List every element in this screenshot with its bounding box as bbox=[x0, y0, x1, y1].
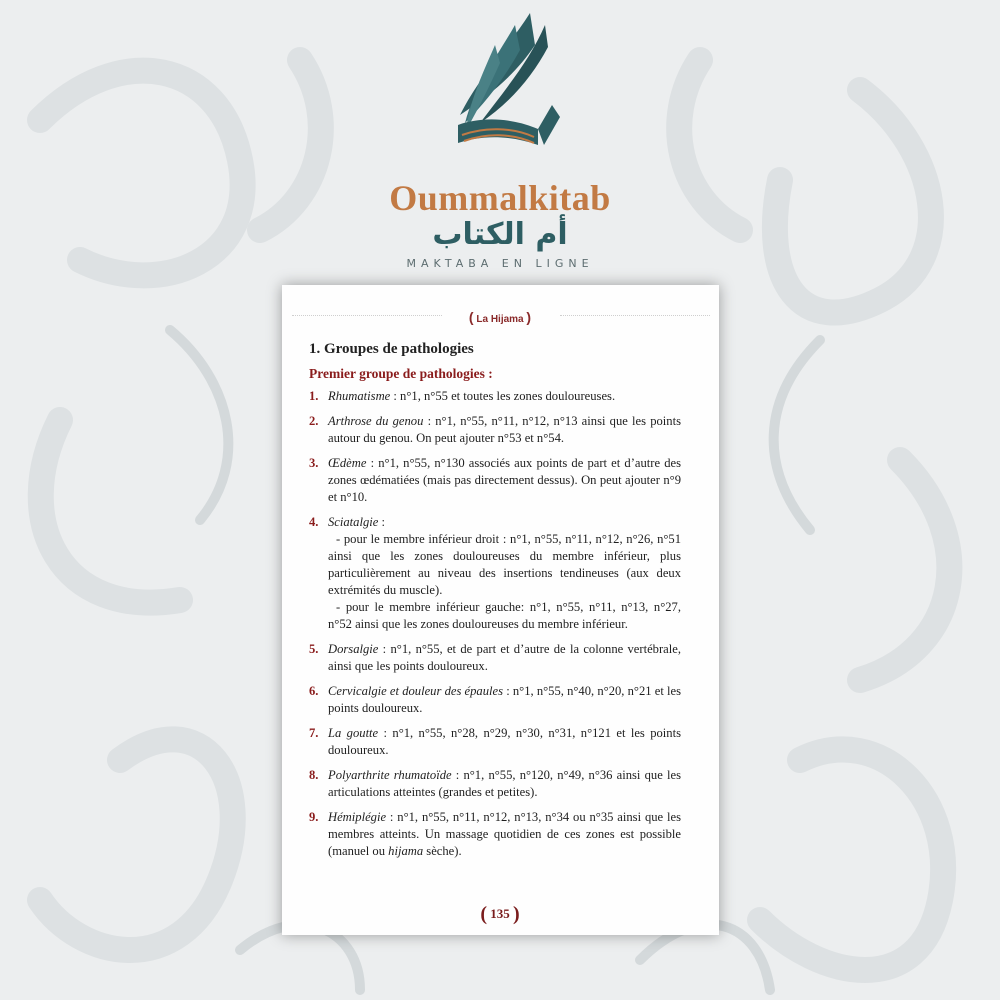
item-text: : bbox=[378, 515, 386, 529]
item-text-end: sèche). bbox=[423, 844, 462, 858]
brand-name-latin: Oummalkitab bbox=[389, 178, 611, 218]
list-item bbox=[309, 683, 681, 717]
item-number: 4. bbox=[309, 515, 319, 529]
header-rule-left bbox=[292, 315, 442, 317]
item-number: 8. bbox=[309, 768, 319, 782]
item-text: : n°1, n°55, n°130 associés aux points de part et d’autre des zones œdématiées (mais pas directement dessus). On peut ajouter n°9 et n°10. bbox=[328, 456, 681, 504]
page-number-value: 135 bbox=[490, 906, 510, 921]
item-text: : n°1, n°55, n°40, n°20, n°21 et les points douloureux. bbox=[328, 684, 681, 715]
list-item bbox=[309, 388, 681, 405]
item-text: : n°1, n°55, n°11, n°12, n°13 ainsi que les points autour du genou. On peut ajouter n°53 et n°54. bbox=[328, 414, 681, 445]
item-title: La goutte bbox=[328, 726, 379, 740]
pathology-list bbox=[309, 388, 681, 868]
item-number: 5. bbox=[309, 642, 319, 656]
list-item bbox=[309, 725, 681, 759]
sub-title: Premier groupe de pathologies : bbox=[309, 366, 493, 381]
running-header-label: La Hijama bbox=[476, 314, 524, 325]
item-number: 2. bbox=[309, 414, 319, 428]
book-page bbox=[282, 285, 719, 935]
item-number: 1. bbox=[309, 389, 319, 403]
item-text: : n°1, n°55, n°28, n°29, n°30, n°31, n°121 et les points douloureux. bbox=[328, 726, 681, 757]
item-number: 6. bbox=[309, 684, 319, 698]
item-text: : n°1, n°55, n°120, n°49, n°36 ainsi que les articulations atteintes (grandes et petites). bbox=[328, 768, 681, 799]
item-title: Dorsalgie bbox=[328, 642, 379, 656]
item-title: Sciatalgie bbox=[328, 515, 379, 529]
list-item bbox=[309, 514, 681, 633]
item-title: Cervicalgie et douleur des épaules bbox=[328, 684, 504, 698]
brand-name-arabic: أم الكتاب bbox=[432, 217, 568, 252]
running-header: ( La Hijama ) bbox=[468, 309, 532, 325]
page-number: ( 135 ) bbox=[480, 903, 520, 925]
item-title: Rhumatisme bbox=[328, 389, 391, 403]
item-text: : n°1, n°55, et de part et d’autre de la colonne vertébrale, ainsi que les points douloureux. bbox=[328, 642, 681, 673]
brand-subtitle: MAKTABA EN LIGNE bbox=[406, 257, 594, 270]
item-title: Polyarthrite rhumatoïde bbox=[328, 768, 452, 782]
item-text: : n°1, n°55 et toutes les zones douloureuses. bbox=[390, 389, 616, 403]
brand-logo bbox=[380, 5, 620, 275]
item-number: 9. bbox=[309, 810, 319, 824]
list-item bbox=[309, 455, 681, 506]
header-rule-right bbox=[560, 315, 710, 317]
section-title: 1. Groupes de pathologies bbox=[309, 341, 474, 357]
item-number: 7. bbox=[309, 726, 319, 740]
item-subparagraph: - pour le membre inférieur gauche: n°1, n°55, n°11, n°13, n°27, n°52 ainsi que les zones douloureuses du membre inférieur. bbox=[328, 600, 681, 631]
item-text: : n°1, n°55, n°11, n°12, n°13, n°34 ou n°35 ainsi que les membres atteints. Un massage quotidien de ces zones est possible (manuel ou bbox=[328, 810, 681, 858]
list-item bbox=[309, 809, 681, 860]
item-text-italic: hijama bbox=[388, 844, 424, 858]
item-title: Arthrose du genou bbox=[328, 414, 424, 428]
item-subparagraph: - pour le membre inférieur droit : n°1, n°55, n°11, n°12, n°26, n°51 ainsi que les zones douloureuses du membre inférieur, plus particulièrement au niveau des insertions tendineuses (aux deux extrémités du muscle). bbox=[328, 532, 681, 597]
list-item bbox=[309, 767, 681, 801]
item-number: 3. bbox=[309, 456, 319, 470]
item-title: Hémiplégie bbox=[328, 810, 387, 824]
list-item bbox=[309, 413, 681, 447]
list-item bbox=[309, 641, 681, 675]
feather-book-icon bbox=[420, 5, 580, 175]
item-title: Œdème bbox=[328, 456, 367, 470]
